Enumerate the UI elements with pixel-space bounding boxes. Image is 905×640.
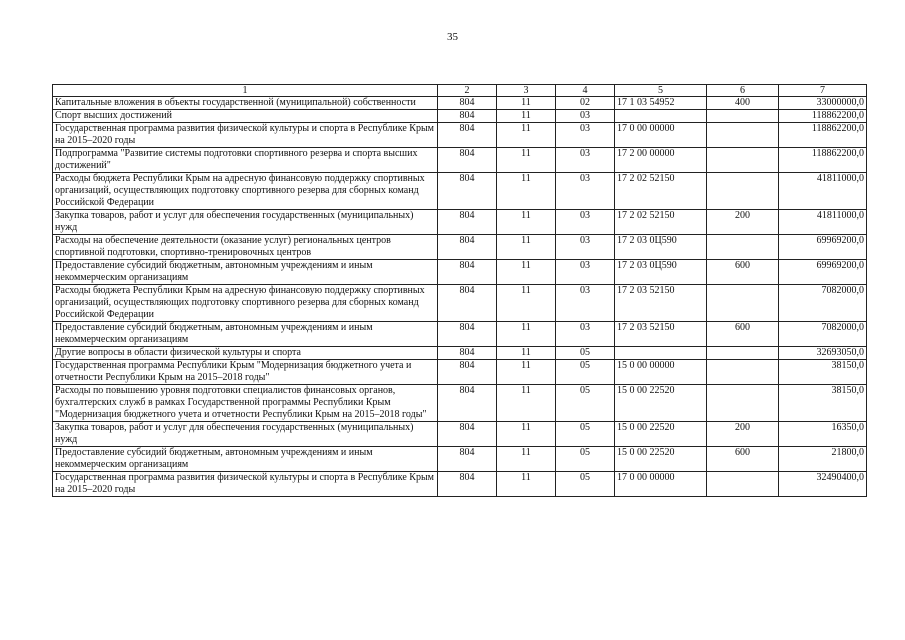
row-amount-cell: 38150,0 (779, 385, 867, 422)
row-code-2-cell: 804 (438, 347, 497, 360)
row-amount-cell: 16350,0 (779, 422, 867, 447)
table-row (53, 97, 867, 110)
row-code-5-cell: 17 0 00 00000 (615, 472, 707, 497)
row-code-3-cell: 11 (497, 210, 556, 235)
table-row (53, 173, 867, 210)
row-code-4-cell: 03 (556, 110, 615, 123)
table-row (53, 472, 867, 497)
row-code-4-cell: 03 (556, 285, 615, 322)
header-col-6: 6 (707, 85, 779, 97)
row-amount-cell: 118862200,0 (779, 148, 867, 173)
header-col-1: 1 (53, 85, 438, 97)
row-code-5-cell (615, 347, 707, 360)
table-row (53, 148, 867, 173)
row-code-5-cell: 17 1 03 54952 (615, 97, 707, 110)
row-code-2-cell: 804 (438, 322, 497, 347)
row-code-6-cell (707, 385, 779, 422)
row-code-5-cell: 17 2 03 52150 (615, 285, 707, 322)
row-code-3-cell: 11 (497, 123, 556, 148)
row-amount-cell: 7082000,0 (779, 285, 867, 322)
row-code-6-cell (707, 173, 779, 210)
row-name-cell: Предоставление субсидий бюджетным, автономным учреждениям и иным некоммерческим организациям (53, 260, 438, 285)
row-name-cell: Предоставление субсидий бюджетным, автономным учреждениям и иным некоммерческим организациям (53, 322, 438, 347)
row-amount-cell: 7082000,0 (779, 322, 867, 347)
row-name-cell: Спорт высших достижений (53, 110, 438, 123)
row-code-4-cell: 02 (556, 97, 615, 110)
row-code-6-cell (707, 472, 779, 497)
row-code-3-cell: 11 (497, 110, 556, 123)
row-name-cell: Подпрограмма "Развитие системы подготовки спортивного резерва и спорта высших достижений" (53, 148, 438, 173)
row-code-4-cell: 03 (556, 322, 615, 347)
row-code-4-cell: 03 (556, 210, 615, 235)
row-code-2-cell: 804 (438, 235, 497, 260)
row-code-5-cell: 15 0 00 22520 (615, 422, 707, 447)
row-name-cell: Расходы на обеспечение деятельности (оказание услуг) региональных центров спортивной подготовки, спортивно-тренировочных центров (53, 235, 438, 260)
header-col-2: 2 (438, 85, 497, 97)
row-name-cell: Другие вопросы в области физической культуры и спорта (53, 347, 438, 360)
row-amount-cell: 32490400,0 (779, 472, 867, 497)
row-code-6-cell (707, 123, 779, 148)
row-code-3-cell: 11 (497, 472, 556, 497)
table-header-row (53, 85, 867, 97)
row-code-2-cell: 804 (438, 360, 497, 385)
row-code-3-cell: 11 (497, 447, 556, 472)
row-code-6-cell: 400 (707, 97, 779, 110)
row-code-3-cell: 11 (497, 360, 556, 385)
row-code-3-cell: 11 (497, 260, 556, 285)
row-code-5-cell: 17 2 03 52150 (615, 322, 707, 347)
row-amount-cell: 41811000,0 (779, 173, 867, 210)
row-code-3-cell: 11 (497, 173, 556, 210)
row-amount-cell: 41811000,0 (779, 210, 867, 235)
row-code-3-cell: 11 (497, 422, 556, 447)
table-row (53, 235, 867, 260)
header-col-4: 4 (556, 85, 615, 97)
row-code-6-cell: 600 (707, 322, 779, 347)
row-code-3-cell: 11 (497, 97, 556, 110)
row-code-3-cell: 11 (497, 322, 556, 347)
row-name-cell: Расходы по повышению уровня подготовки специалистов финансовых органов, бухгалтерских служб в рамках Государственной программы Республики Крым "Модернизация бюджетного учета и отчетности Республики Крым на 2015–2018 годы" (53, 385, 438, 422)
row-code-2-cell: 804 (438, 260, 497, 285)
row-code-3-cell: 11 (497, 235, 556, 260)
row-amount-cell: 21800,0 (779, 447, 867, 472)
row-amount-cell: 118862200,0 (779, 110, 867, 123)
row-code-5-cell: 15 0 00 22520 (615, 385, 707, 422)
table-row (53, 385, 867, 422)
row-code-5-cell: 17 0 00 00000 (615, 123, 707, 148)
row-code-2-cell: 804 (438, 110, 497, 123)
row-code-6-cell: 200 (707, 422, 779, 447)
row-name-cell: Капитальные вложения в объекты государственной (муниципальной) собственности (53, 97, 438, 110)
row-code-4-cell: 05 (556, 347, 615, 360)
row-code-2-cell: 804 (438, 210, 497, 235)
row-code-3-cell: 11 (497, 385, 556, 422)
row-code-6-cell: 600 (707, 260, 779, 285)
row-name-cell: Закупка товаров, работ и услуг для обеспечения государственных (муниципальных) нужд (53, 422, 438, 447)
row-code-5-cell: 17 2 02 52150 (615, 210, 707, 235)
row-code-2-cell: 804 (438, 123, 497, 148)
row-amount-cell: 118862200,0 (779, 123, 867, 148)
table-row (53, 123, 867, 148)
row-code-6-cell: 600 (707, 447, 779, 472)
row-code-4-cell: 05 (556, 385, 615, 422)
header-col-7: 7 (779, 85, 867, 97)
table-row (53, 210, 867, 235)
row-code-5-cell: 15 0 00 00000 (615, 360, 707, 385)
row-code-3-cell: 11 (497, 347, 556, 360)
table-body (53, 97, 867, 497)
row-code-2-cell: 804 (438, 422, 497, 447)
row-name-cell: Государственная программа Республики Крым "Модернизация бюджетного учета и отчетности Республики Крым на 2015–2018 годы" (53, 360, 438, 385)
row-code-4-cell: 03 (556, 123, 615, 148)
row-code-4-cell: 05 (556, 447, 615, 472)
table-row (53, 422, 867, 447)
table-row (53, 110, 867, 123)
row-amount-cell: 33000000,0 (779, 97, 867, 110)
table-row (53, 260, 867, 285)
budget-table (52, 84, 867, 497)
table-row (53, 347, 867, 360)
row-code-4-cell: 03 (556, 148, 615, 173)
row-code-5-cell: 17 2 03 0Ц590 (615, 235, 707, 260)
row-code-6-cell (707, 285, 779, 322)
row-code-4-cell: 03 (556, 260, 615, 285)
row-code-6-cell (707, 360, 779, 385)
table-row (53, 360, 867, 385)
table-row (53, 447, 867, 472)
row-code-4-cell: 05 (556, 360, 615, 385)
page-number: 35 (447, 31, 458, 43)
row-amount-cell: 69969200,0 (779, 235, 867, 260)
row-code-6-cell (707, 347, 779, 360)
table-row (53, 285, 867, 322)
row-code-4-cell: 05 (556, 422, 615, 447)
row-code-6-cell (707, 235, 779, 260)
header-col-5: 5 (615, 85, 707, 97)
row-code-2-cell: 804 (438, 148, 497, 173)
row-code-2-cell: 804 (438, 472, 497, 497)
row-code-6-cell (707, 148, 779, 173)
row-code-6-cell (707, 110, 779, 123)
row-name-cell: Предоставление субсидий бюджетным, автономным учреждениям и иным некоммерческим организациям (53, 447, 438, 472)
row-amount-cell: 32693050,0 (779, 347, 867, 360)
row-name-cell: Государственная программа развития физической культуры и спорта в Республике Крым на 2015–2020 годы (53, 123, 438, 148)
row-code-4-cell: 05 (556, 472, 615, 497)
row-code-2-cell: 804 (438, 173, 497, 210)
row-code-5-cell: 15 0 00 22520 (615, 447, 707, 472)
row-code-5-cell: 17 2 03 0Ц590 (615, 260, 707, 285)
row-name-cell: Расходы бюджета Республики Крым на адресную финансовую поддержку спортивных организаций, осуществляющих подготовку спортивного резерва для сборных команд Российской Федерации (53, 173, 438, 210)
row-amount-cell: 38150,0 (779, 360, 867, 385)
row-code-2-cell: 804 (438, 97, 497, 110)
header-col-3: 3 (497, 85, 556, 97)
row-code-2-cell: 804 (438, 285, 497, 322)
row-name-cell: Государственная программа развития физической культуры и спорта в Республике Крым на 2015–2020 годы (53, 472, 438, 497)
row-name-cell: Закупка товаров, работ и услуг для обеспечения государственных (муниципальных) нужд (53, 210, 438, 235)
row-code-4-cell: 03 (556, 235, 615, 260)
row-code-2-cell: 804 (438, 385, 497, 422)
row-code-3-cell: 11 (497, 285, 556, 322)
row-name-cell: Расходы бюджета Республики Крым на адресную финансовую поддержку спортивных организаций, осуществляющих подготовку спортивного резерва для сборных команд Российской Федерации (53, 285, 438, 322)
row-code-2-cell: 804 (438, 447, 497, 472)
table-row (53, 322, 867, 347)
row-code-5-cell (615, 110, 707, 123)
row-code-6-cell: 200 (707, 210, 779, 235)
row-amount-cell: 69969200,0 (779, 260, 867, 285)
row-code-5-cell: 17 2 00 00000 (615, 148, 707, 173)
row-code-4-cell: 03 (556, 173, 615, 210)
row-code-5-cell: 17 2 02 52150 (615, 173, 707, 210)
row-code-3-cell: 11 (497, 148, 556, 173)
